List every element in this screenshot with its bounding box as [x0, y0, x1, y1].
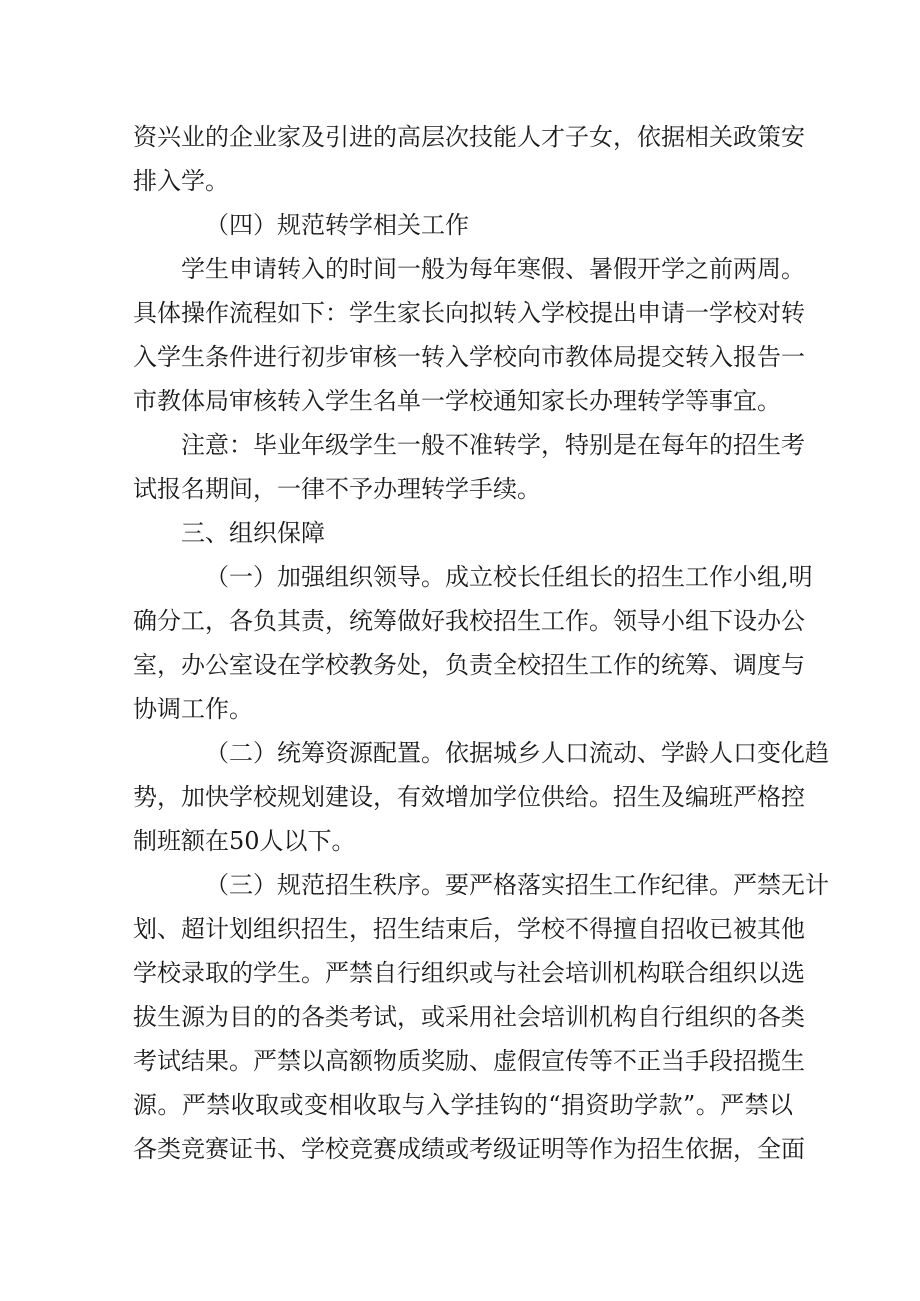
- text-line: 排入学。: [133, 167, 229, 195]
- text-line: 市教体局审核转入学生名单一学校通知家长办理转学等事宜。: [133, 387, 781, 415]
- text-line: 源。严禁收取或变相收取与入学挂钩的“捐资助学款”。严禁以: [133, 1091, 793, 1119]
- text-line: （二）统筹资源配置。依据城乡人口流动、学龄人口变化趋: [205, 739, 829, 767]
- text-line: 具体操作流程如下：学生家长向拟转入学校提出申请一学校对转: [133, 299, 805, 327]
- text-line: 制班额在50人以下。: [133, 827, 356, 855]
- text-line: 各类竞赛证书、学校竞赛成绩或考级证明等作为招生依据，全面: [133, 1135, 805, 1163]
- text-line: 拔生源为目的的各类考试，或采用社会培训机构自行组织的各类: [133, 1003, 805, 1031]
- text-line: 试报名期间，一律不予办理转学手续。: [133, 475, 541, 503]
- text-line: （三）规范招生秩序。要严格落实招生工作纪律。严禁无计: [205, 871, 829, 899]
- text-line: （一）加强组织领导。成立校长任组长的招生工作小组,明: [205, 563, 813, 591]
- text-line: 势，加快学校规划建设，有效增加学位供给。招生及编班严格控: [133, 783, 805, 811]
- section-heading: 三、组织保障: [181, 519, 325, 547]
- section-heading: （四）规范转学相关工作: [205, 211, 469, 239]
- text-line: 注意：毕业年级学生一般不准转学，特别是在每年的招生考: [181, 431, 805, 459]
- text-line: 学校录取的学生。严禁自行组织或与社会培训机构联合组织以选: [133, 959, 805, 987]
- text-line: 学生申请转入的时间一般为每年寒假、暑假开学之前两周。: [181, 255, 805, 283]
- text-line: 划、超计划组织招生，招生结束后，学校不得擅自招收已被其他: [133, 915, 805, 943]
- text-line: 资兴业的企业家及引进的高层次技能人才子女，依据相关政策安: [133, 123, 805, 151]
- text-line: 考试结果。严禁以高额物质奖励、虚假宣传等不正当手段招揽生: [133, 1047, 805, 1075]
- text-line: 协调工作。: [133, 695, 253, 723]
- text-line: 入学生条件进行初步审核一转入学校向市教体局提交转入报告一: [133, 343, 805, 371]
- text-line: 室，办公室设在学校教务处，负责全校招生工作的统筹、调度与: [133, 651, 805, 679]
- text-line: 确分工，各负其责，统筹做好我校招生工作。领导小组下设办公: [133, 607, 805, 635]
